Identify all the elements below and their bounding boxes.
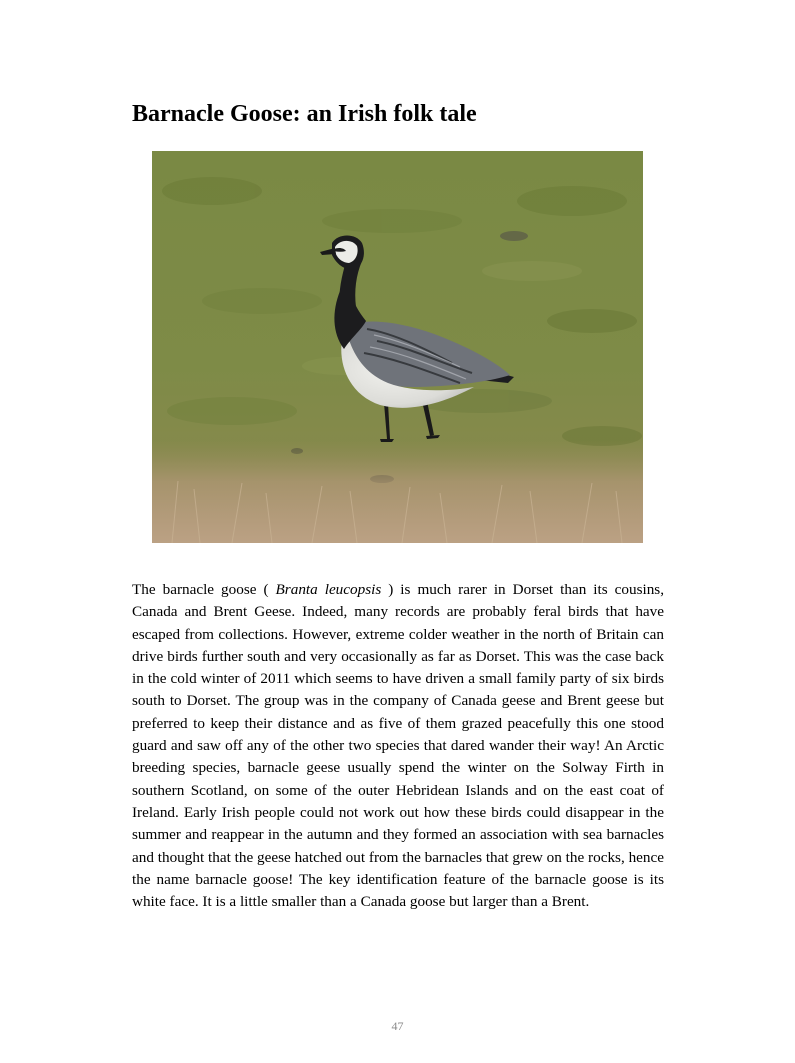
dry-grass <box>152 441 643 543</box>
scientific-name: Branta leucopsis <box>275 581 382 598</box>
page-title: Barnacle Goose: an Irish folk tale <box>132 101 477 127</box>
article-paragraph <box>132 579 664 913</box>
paragraph-body: ) is much rarer in Dorset than its cousins, Canada and Brent Geese. Indeed, many records are probably feral birds that have escaped from collections. However, extreme colder weather in the north of Britain can drive birds further south and very occasionally as far as Dorset. This was the case back in the cold winter of 2011 which seems to have driven a small family party of six birds south to Dorset. The group was in the company of Canada geese and Brent geese but preferred to keep their distance and as five of them grazed peacefully this one stood guard and saw off any of the other two species that dared wander their way! An Arctic breeding species, barnacle geese usually spend the winter on the Solway Firth in southern Scotland, on some of the outer Hebridean Islands and on the east coat of Ireland. Early Irish people could not work out how these birds could disappear in the summer and reappear in the autumn and they formed an association with sea barnacles and thought that the geese hatched out from the barnacles that grew on the rocks, hence the name barnacle goose! The key identification feature of the barnacle goose is its white face. It is a little smaller than a Canada goose but larger than a Brent. <box>132 581 664 911</box>
barnacle-goose-photo <box>152 151 643 543</box>
paragraph-intro: The barnacle goose ( <box>132 581 269 598</box>
page-number: 47 <box>391 1019 404 1033</box>
